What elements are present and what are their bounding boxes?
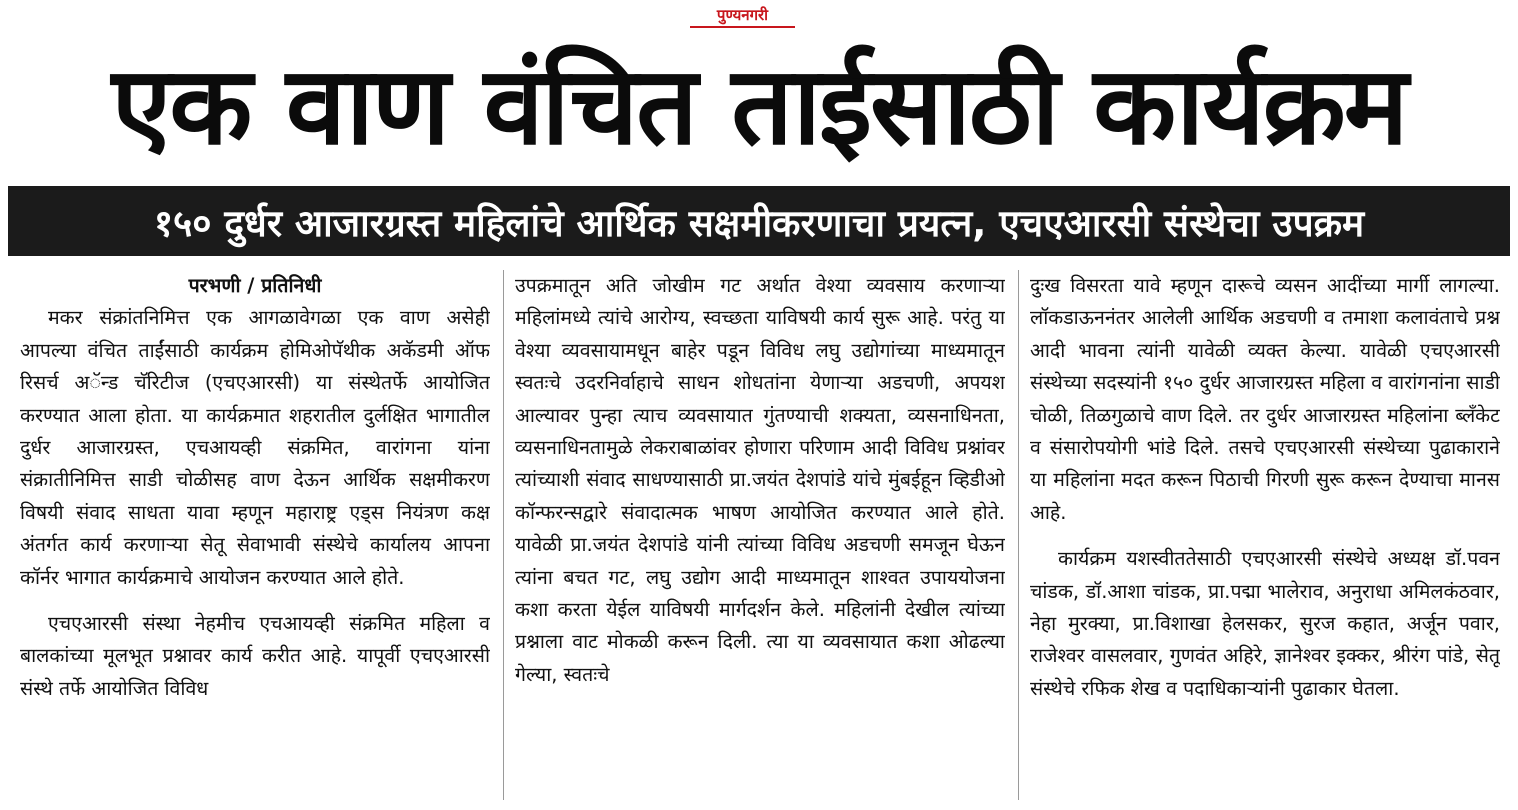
newspaper-logo [690,4,795,28]
headline: एक वाण वंचित ताईसाठी कार्यक्रम [111,44,1407,169]
byline: परभणी / प्रतिनिधी [188,274,322,297]
subheadline-bar [8,186,1510,256]
subheadline: १५० दुर्धर आजारग्रस्त महिलांचे आर्थिक सक्षमीकरणाचा प्रयत्न, एचएआरसी संस्थेचा उपक्रम [153,201,1365,245]
paragraph: दुःख विसरता यावे म्हणून दारूचे व्यसन आदींच्या मार्गी लागल्या. लॉकडाऊननंतर आलेली आर्थिक अडचणी व तमाशा कलावंताचे प्रश्न आदी भावना त्यांनी यावेळी व्यक्त केल्या. यावेळी एचएआरसी संस्थेच्या सदस्यांनी १५० दुर्धर आजारग्रस्त महिला व वारांगनांना साडी चोळी, तिळगुळाचे वाण दिले. तर दुर्धर आजारग्रस्त महिलांना ब्लँकेट व संसारोपयोगी भांडे दिले. तसचे एचएआरसी संस्थेच्या पुढाकाराने या महिलांना मदत करून पिठाची गिरणी सुरू करून देण्याचा मानस आहे. [1030,274,1500,524]
headline-area [0,32,1518,182]
column-divider [1018,270,1019,800]
paragraph: मकर संक्रांतनिमित्त एक आगळावेगळा एक वाण असेही आपल्या वंचित ताईंसाठी कार्यक्रम होमिओपॅथीक अकॅडमी ऑफ रिसर्च अॅन्ड चॅरिटीज (एचएआरसी) या संस्थेतर्फे आयोजित करण्यात आला होता. या कार्यक्रमात शहरातील दुर्लक्षित भागातील दुर्धर आजारग्रस्त, एचआयव्ही संक्रमित, वारांगना यांना संक्रातीनिमित्त साडी चोळीसह वाण देऊन आर्थिक सक्षमीकरण विषयी संवाद साधता यावा म्हणून महाराष्ट्र एड्स नियंत्रण कक्ष अंतर्गत कार्य करणाऱ्या सेतू सेवाभावी संस्थेचे कार्यालय आपना कॉर्नर भागात कार्यक्रमाचे आयोजन करण्यात आले होते. [20,306,490,589]
paragraph: एचएआरसी संस्था नेहमीच एचआयव्ही संक्रमित महिला व बालकांच्या मूलभूत प्रश्नावर कार्य करीत आहे. यापूर्वी एचएआरसी संस्थे तर्फे आयोजित विविध [20,612,490,700]
column-divider [503,270,504,800]
logo-text: पुण्यनगरी [716,6,769,24]
article-column-1 [20,270,490,805]
article-column-3 [1030,270,1500,805]
paragraph: उपक्रमातून अति जोखीम गट अर्थात वेश्या व्यवसाय करणाऱ्या महिलांमध्ये त्यांचे आरोग्य, स्वच्छता याविषयी कार्य सुरू आहे. परंतु या वेश्या व्यवसायामधून बाहेर पडून विविध लघु उद्योगांच्या माध्यमातून स्वतःचे उदरनिर्वाहाचे साधन शोधतांना येणाऱ्या अडचणी, अपयश आल्यावर पुन्हा त्याच व्यवसायात गुंतण्याची शक्यता, व्यसनाधिनता, व्यसनाधिनतामुळे लेकराबाळांवर होणारा परिणाम आदी विविध प्रश्नांवर त्यांच्याशी संवाद साधण्यासाठी प्रा.जयंत देशपांडे यांचे मुंबईहून व्हिडीओ कॉन्फरन्सद्वारे संवादात्मक भाषण आयोजित करण्यात आले होते. यावेळी प्रा.जयंत देशपांडे यांनी त्यांच्या विविध अडचणी समजून घेऊन त्यांना बचत गट, लघु उद्योग आदी माध्यमातून शाश्वत उपाययोजना कशा करता येईल याविषयी मार्गदर्शन केले. महिलांनी देखील त्यांच्या प्रश्नाला वाट मोकळी करून दिली. त्या या व्यवसायात कशा ओढल्या गेल्या, स्वतःचे [515,274,1005,686]
paragraph: कार्यक्रम यशस्वीततेसाठी एचएआरसी संस्थेचे अध्यक्ष डॉ.पवन चांडक, डॉ.आशा चांडक, प्रा.पद्मा भालेराव, अनुराधा अमिलकंठवार, नेहा मुरक्या, प्रा.विशाखा हेलसकर, सुरज कहात, अर्जून पवार, राजेश्वर वासलवार, गुणवंत अहिरे, ज्ञानेश्वर इक्कर, श्रीरंग पांडे, सेतू संस्थेचे रफिक शेख व पदाधिकाऱ्यांनी पुढाकार घेतला. [1030,547,1500,700]
article-column-2 [515,270,1005,805]
